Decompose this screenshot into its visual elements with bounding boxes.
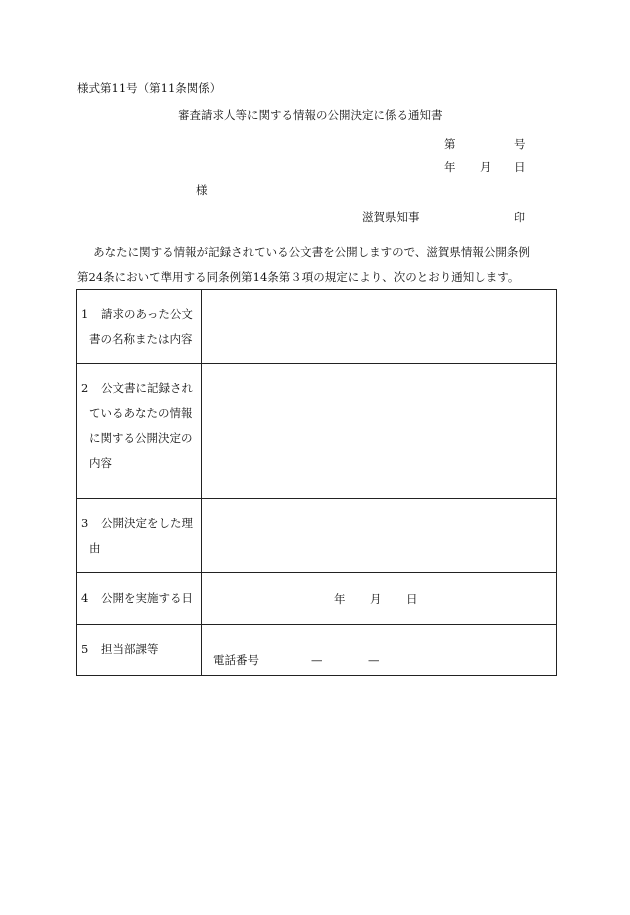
row-label-text: 請求のあった公文 xyxy=(101,307,193,321)
phone-dash: — xyxy=(368,653,380,667)
addressee-honorific: 様 xyxy=(196,183,208,197)
row-number: 3 xyxy=(81,516,89,530)
table-row xyxy=(77,499,557,573)
document-number-suffix: 号 xyxy=(514,137,526,151)
table-row xyxy=(77,625,557,676)
row-number: 2 xyxy=(81,381,89,395)
row-label-text: ているあなたの情報 xyxy=(89,406,193,420)
table-row xyxy=(77,573,557,625)
implementation-date xyxy=(334,591,418,607)
implementation-date-month: 月 xyxy=(370,592,382,606)
seal-mark: 印 xyxy=(514,211,525,224)
notice-body xyxy=(77,240,557,290)
row-label xyxy=(77,625,202,676)
row-label xyxy=(77,573,202,625)
notice-body-line-1: あなたに関する情報が記録されている公文書を公開しますので、滋賀県情報公開条例 xyxy=(93,245,530,259)
requested-document-field[interactable] xyxy=(202,290,557,364)
implementation-date-year: 年 xyxy=(334,592,346,606)
row-label xyxy=(77,290,202,364)
department-field[interactable] xyxy=(202,625,557,676)
phone-label: 電話番号 xyxy=(213,653,259,667)
decision-reason-field[interactable] xyxy=(202,499,557,573)
row-label xyxy=(77,364,202,499)
issuer-name: 滋賀県知事 xyxy=(362,210,420,224)
table-row xyxy=(77,290,557,364)
issue-date-day: 日 xyxy=(514,160,526,174)
row-label-text: 公開決定をした理 xyxy=(101,516,193,530)
phone-dash: — xyxy=(311,653,323,667)
document-title: 審査請求人等に関する情報の公開決定に係る通知書 xyxy=(178,108,443,122)
notice-details-table xyxy=(76,289,557,676)
notice-body-line-2: 第24条において準用する同条例第14条第３項の規定により、次のとおり通知します。 xyxy=(77,270,520,284)
row-number: 4 xyxy=(81,591,89,605)
row-label-text: 公文書に記録され xyxy=(101,381,193,395)
row-number: 1 xyxy=(81,307,89,321)
issue-date-month: 月 xyxy=(480,160,492,174)
implementation-date-day: 日 xyxy=(406,592,418,606)
row-label-text: 内容 xyxy=(89,456,112,470)
row-label-text: 書の名称または内容 xyxy=(89,332,193,346)
form-number-label: 様式第11号（第11条関係） xyxy=(77,81,222,95)
table-row xyxy=(77,364,557,499)
row-label-text: 公開を実施する日 xyxy=(101,591,193,605)
row-label-text: 担当部課等 xyxy=(101,642,159,656)
document-number-prefix: 第 xyxy=(444,137,456,151)
disclosure-decision-field[interactable] xyxy=(202,364,557,499)
row-label xyxy=(77,499,202,573)
row-label-text: 由 xyxy=(89,541,101,555)
implementation-date-field[interactable] xyxy=(202,573,557,625)
row-label-text: に関する公開決定の xyxy=(89,431,193,445)
issue-date-year: 年 xyxy=(444,160,456,174)
phone-number xyxy=(213,652,380,668)
row-number: 5 xyxy=(81,642,89,656)
